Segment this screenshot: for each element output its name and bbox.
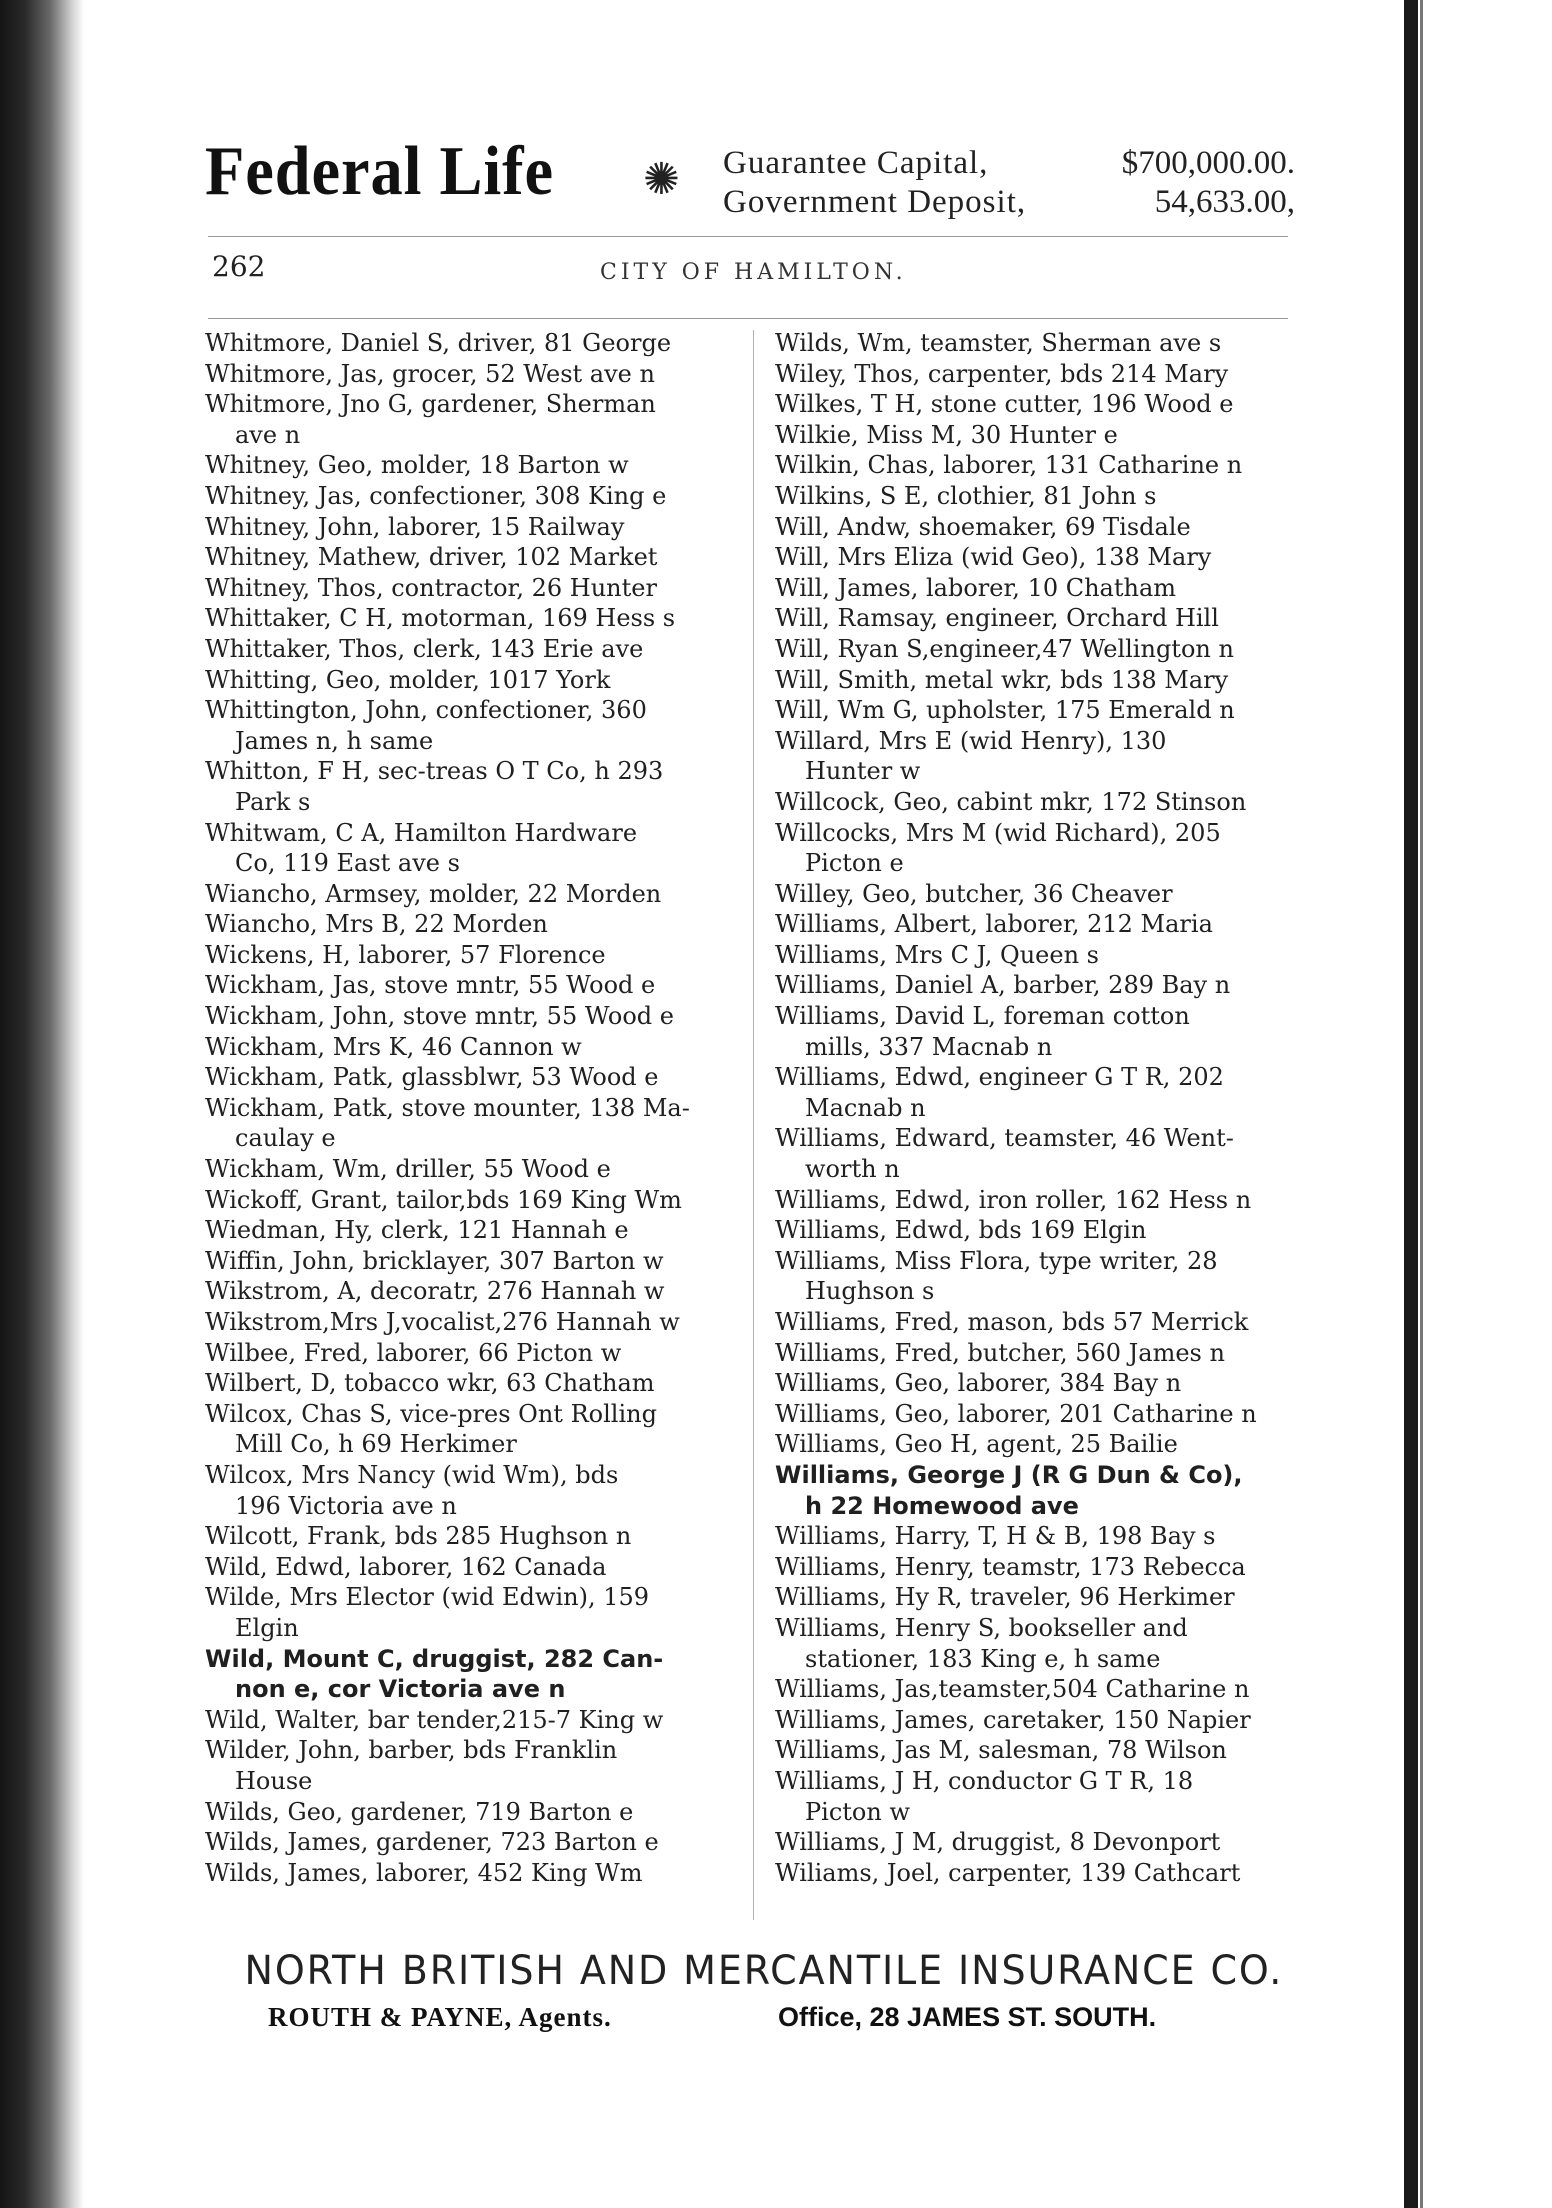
- entry-text: Wilds, Geo, gardener, 719 Barton e: [205, 1797, 634, 1826]
- entry-text: Wiliams, Joel, carpenter, 139 Cathcart: [775, 1858, 1241, 1887]
- directory-entry: [205, 1705, 730, 1736]
- entry-text: Williams, Fred, butcher, 560 James n: [775, 1338, 1225, 1367]
- footer-details: [268, 2002, 1268, 2033]
- directory-entry: [205, 1215, 730, 1246]
- entry-text: Wickham, Mrs K, 46 Cannon w: [205, 1032, 582, 1061]
- directory-entry: [205, 1154, 730, 1185]
- entry-text: Williams, Edward, teamster, 46 Went-: [775, 1124, 1234, 1153]
- directory-entry: [775, 1429, 1295, 1460]
- entry-continuation: ave n: [235, 420, 301, 449]
- directory-entry: [775, 940, 1295, 971]
- entry-text: Wilcox, Mrs Nancy (wid Wm), bds: [205, 1460, 619, 1489]
- entry-text: Williams, Fred, mason, bds 57 Merrick: [775, 1308, 1249, 1336]
- directory-entry: [205, 665, 730, 696]
- entry-text: Will, James, laborer, 10 Chatham: [775, 573, 1177, 602]
- entry-text: Williams, Edwd, bds 169 Elgin: [775, 1216, 1147, 1245]
- directory-entry: [775, 818, 1295, 879]
- footer-agents: ROUTH & PAYNE, Agents.: [268, 2002, 612, 2032]
- directory-entry: [775, 1582, 1295, 1613]
- directory-entry: [775, 1858, 1295, 1889]
- directory-entry: [775, 1552, 1295, 1583]
- entry-text: Wild, Edwd, laborer, 162 Canada: [205, 1552, 607, 1581]
- directory-entry: [205, 1797, 730, 1828]
- entry-continuation: worth n: [805, 1155, 900, 1184]
- directory-entry: [775, 1735, 1295, 1766]
- entry-text: Whitney, Thos, contractor, 26 Hunter: [205, 573, 657, 602]
- entry-text: Whittaker, C H, motorman, 169 Hess s: [205, 604, 676, 633]
- entry-text: Wilcott, Frank, bds 285 Hughson n: [205, 1522, 632, 1551]
- directory-entry: [775, 1705, 1295, 1736]
- entry-continuation: Hunter w: [805, 757, 921, 786]
- directory-entry: [205, 1062, 730, 1093]
- directory-entry: [205, 1644, 730, 1705]
- entry-text: Whittington, John, confectioner, 360: [205, 696, 647, 725]
- directory-entry: [775, 787, 1295, 818]
- directory-entry: [205, 1460, 730, 1521]
- entry-text: Wickham, Wm, driller, 55 Wood e: [205, 1155, 611, 1184]
- directory-entry: [775, 420, 1295, 451]
- entry-text: Willcocks, Mrs M (wid Richard), 205: [775, 818, 1221, 847]
- entry-text: Williams, Mrs C J, Queen s: [775, 940, 1099, 969]
- directory-entry: [775, 1460, 1295, 1521]
- entry-continuation: House: [235, 1766, 313, 1795]
- entry-text: Williams, Henry S, bookseller and: [775, 1613, 1188, 1642]
- directory-entry: [205, 573, 730, 604]
- directory-entry: [775, 512, 1295, 543]
- directory-entry: [205, 1338, 730, 1369]
- directory-entry: [775, 1674, 1295, 1705]
- entry-text: Wilbee, Fred, laborer, 66 Picton w: [205, 1338, 622, 1367]
- directory-entry: [775, 695, 1295, 726]
- title-rule: [208, 318, 1288, 319]
- entry-text: Williams, Henry, teamstr, 173 Rebecca: [775, 1552, 1246, 1581]
- entry-text: Wilbert, D, tobacco wkr, 63 Chatham: [205, 1369, 655, 1398]
- directory-entry: [775, 1215, 1295, 1246]
- directory-entry: [205, 1582, 730, 1643]
- entry-text: Wiley, Thos, carpenter, bds 214 Mary: [775, 359, 1229, 388]
- directory-entry: [205, 1001, 730, 1032]
- entry-text: Whittaker, Thos, clerk, 143 Erie ave: [205, 634, 644, 663]
- directory-entry: [775, 328, 1295, 359]
- entry-text: Wickham, Jas, stove mntr, 55 Wood e: [205, 971, 656, 1000]
- directory-entry: [205, 389, 730, 450]
- directory-entry: [205, 1827, 730, 1858]
- entry-text: Williams, Geo, laborer, 201 Catharine n: [775, 1399, 1257, 1428]
- directory-entry: [775, 1307, 1295, 1338]
- entry-text: Wiedman, Hy, clerk, 121 Hannah e: [205, 1216, 629, 1245]
- entry-text: Wild, Walter, bar tender,215-7 King w: [205, 1705, 664, 1734]
- deposit-label: Government Deposit,: [723, 184, 1027, 220]
- entry-text: Williams, George J (R G Dun & Co),: [775, 1460, 1243, 1489]
- entry-text: Wilkes, T H, stone cutter, 196 Wood e: [775, 390, 1234, 419]
- page-gutter-line: [1420, 0, 1423, 2208]
- directory-entry: [205, 1735, 730, 1796]
- entry-text: Willard, Mrs E (wid Henry), 130: [775, 726, 1167, 755]
- directory-entry: [205, 1399, 730, 1460]
- entry-text: Williams, J M, druggist, 8 Devonport: [775, 1828, 1221, 1857]
- entry-text: Wickham, John, stove mntr, 55 Wood e: [205, 1002, 674, 1031]
- directory-entry: [775, 879, 1295, 910]
- directory-entry: [775, 573, 1295, 604]
- directory-entry: [775, 359, 1295, 390]
- entry-text: Wiancho, Armsey, molder, 22 Morden: [205, 879, 662, 908]
- directory-entry: [775, 1368, 1295, 1399]
- capital-labels: [723, 144, 1026, 222]
- running-title: CITY OF HAMILTON.: [600, 260, 907, 285]
- left-column: [205, 328, 730, 1888]
- directory-entry: [205, 603, 730, 634]
- directory-entry: [775, 389, 1295, 420]
- entry-text: Wikstrom,Mrs J,vocalist,276 Hannah w: [205, 1308, 680, 1336]
- entry-text: Williams, James, caretaker, 150 Napier: [775, 1705, 1251, 1734]
- entry-continuation: Co, 119 East ave s: [235, 849, 460, 878]
- entry-text: Wilds, Wm, teamster, Sherman ave s: [775, 329, 1222, 357]
- entry-text: Wild, Mount C, druggist, 282 Can-: [205, 1644, 664, 1673]
- entry-text: Will, Andw, shoemaker, 69 Tisdale: [775, 512, 1191, 541]
- directory-entry: [775, 1123, 1295, 1184]
- directory-entry: [205, 1276, 730, 1307]
- directory-entry: [205, 756, 730, 817]
- entry-text: Whitney, John, laborer, 15 Railway: [205, 512, 625, 541]
- directory-entry: [775, 1001, 1295, 1062]
- ornament-icon: ✺: [643, 154, 680, 205]
- entry-continuation: h 22 Homewood ave: [805, 1491, 1079, 1520]
- directory-entry: [205, 512, 730, 543]
- entry-text: Whitting, Geo, molder, 1017 York: [205, 665, 611, 694]
- directory-entry: [205, 1368, 730, 1399]
- entry-continuation: Hughson s: [805, 1277, 935, 1306]
- entry-text: Whitney, Geo, molder, 18 Barton w: [205, 451, 629, 480]
- entry-continuation: stationer, 183 King e, h same: [805, 1644, 1161, 1673]
- entry-continuation: Park s: [235, 787, 311, 816]
- entry-text: Will, Ryan S,engineer,47 Wellington n: [775, 634, 1234, 663]
- entry-text: Whitwam, C A, Hamilton Hardware: [205, 818, 638, 847]
- directory-entry: [205, 1032, 730, 1063]
- directory-entry: [775, 1246, 1295, 1307]
- entry-continuation: Mill Co, h 69 Herkimer: [235, 1430, 517, 1459]
- entry-text: Wickens, H, laborer, 57 Florence: [205, 940, 606, 969]
- directory-entry: [775, 1185, 1295, 1216]
- directory-entry: [205, 1858, 730, 1889]
- right-column: [775, 328, 1295, 1888]
- entry-text: Williams, Harry, T, H & B, 198 Bay s: [775, 1522, 1216, 1551]
- entry-text: Wilkins, S E, clothier, 81 John s: [775, 481, 1157, 510]
- entry-text: Whitton, F H, sec-treas O T Co, h 293: [205, 757, 664, 786]
- directory-entry: [205, 818, 730, 879]
- entry-text: Wilkie, Miss M, 30 Hunter e: [775, 420, 1118, 449]
- entry-text: Williams, Jas,teamster,504 Catharine n: [775, 1675, 1250, 1704]
- entry-text: Williams, David L, foreman cotton: [775, 1002, 1190, 1031]
- entry-text: Will, Wm G, upholster, 175 Emerald n: [775, 696, 1235, 725]
- entry-text: Wikstrom, A, decoratr, 276 Hannah w: [205, 1277, 665, 1306]
- entry-text: Wilde, Mrs Elector (wid Edwin), 159: [205, 1583, 650, 1612]
- directory-entry: [205, 1185, 730, 1216]
- entry-text: Wilds, James, laborer, 452 King Wm: [205, 1858, 643, 1887]
- entry-text: Wilds, James, gardener, 723 Barton e: [205, 1828, 659, 1857]
- directory-entry: [775, 450, 1295, 481]
- entry-text: Wickham, Patk, stove mounter, 138 Ma-: [205, 1093, 690, 1122]
- directory-entry: [775, 1338, 1295, 1369]
- entry-text: Whitmore, Daniel S, driver, 81 George: [205, 329, 672, 357]
- directory-entry: [205, 879, 730, 910]
- directory-entry: [775, 970, 1295, 1001]
- footer-office: Office, 28 JAMES ST. SOUTH.: [778, 2002, 1157, 2032]
- directory-entry: [775, 1399, 1295, 1430]
- entry-text: Will, Mrs Eliza (wid Geo), 138 Mary: [775, 543, 1212, 572]
- footer-company: NORTH BRITISH AND MERCANTILE INSURANCE CO.: [244, 1948, 1284, 1994]
- entry-text: Williams, Miss Flora, type writer, 28: [775, 1246, 1218, 1275]
- directory-entry: [775, 1613, 1295, 1674]
- entry-text: Will, Smith, metal wkr, bds 138 Mary: [775, 665, 1229, 694]
- entry-text: Williams, Hy R, traveler, 96 Herkimer: [775, 1583, 1235, 1612]
- header-advertisement: [205, 132, 1295, 232]
- entry-text: Wiffin, John, bricklayer, 307 Barton w: [205, 1246, 664, 1275]
- directory-entry: [775, 1766, 1295, 1827]
- page-gutter-bar: [1404, 0, 1418, 2208]
- deposit-value: 54,633.00,: [1154, 184, 1295, 220]
- page-binding-shadow: [0, 0, 84, 2208]
- directory-entry: [205, 970, 730, 1001]
- entry-continuation: James n, h same: [235, 726, 434, 755]
- directory-entry: [205, 940, 730, 971]
- directory-entry: [775, 1827, 1295, 1858]
- entry-text: Willcock, Geo, cabint mkr, 172 Stinson: [775, 787, 1247, 816]
- directory-entry: [775, 634, 1295, 665]
- entry-text: Wickoff, Grant, tailor,bds 169 King Wm: [205, 1185, 682, 1214]
- directory-entry: [205, 450, 730, 481]
- entry-text: Willey, Geo, butcher, 36 Cheaver: [775, 879, 1173, 908]
- directory-entry: [205, 1552, 730, 1583]
- entry-continuation: non e, cor Victoria ave n: [235, 1675, 566, 1704]
- entry-text: Whitmore, Jas, grocer, 52 West ave n: [205, 359, 655, 388]
- directory-entry: [205, 634, 730, 665]
- directory-entry: [775, 603, 1295, 634]
- entry-text: Will, Ramsay, engineer, Orchard Hill: [775, 604, 1219, 633]
- directory-entry: [775, 665, 1295, 696]
- directory-entry: [775, 1062, 1295, 1123]
- entry-text: Wiancho, Mrs B, 22 Morden: [205, 910, 548, 939]
- entry-continuation: 196 Victoria ave n: [235, 1491, 457, 1520]
- entry-text: Wilcox, Chas S, vice-pres Ont Rolling: [205, 1399, 657, 1428]
- directory-entry: [205, 542, 730, 573]
- entry-text: Wilkin, Chas, laborer, 131 Catharine n: [775, 451, 1243, 480]
- directory-entry: [205, 1307, 730, 1338]
- directory-entry: [205, 1521, 730, 1552]
- entry-text: Williams, Geo H, agent, 25 Bailie: [775, 1430, 1178, 1459]
- entry-text: Williams, Daniel A, barber, 289 Bay n: [775, 971, 1231, 1000]
- entry-text: Williams, Edwd, iron roller, 162 Hess n: [775, 1185, 1252, 1214]
- entry-text: Whitney, Mathew, driver, 102 Market: [205, 543, 658, 572]
- entry-text: Wickham, Patk, glassblwr, 53 Wood e: [205, 1063, 659, 1092]
- directory-entry: [205, 481, 730, 512]
- brand-title: Federal Life: [205, 133, 555, 210]
- entry-text: Wilder, John, barber, bds Franklin: [205, 1736, 618, 1765]
- directory-entry: [775, 542, 1295, 573]
- capital-value: $700,000.00.: [1121, 145, 1295, 181]
- entry-continuation: mills, 337 Macnab n: [805, 1032, 1053, 1061]
- directory-entry: [775, 909, 1295, 940]
- entry-text: Williams, Albert, laborer, 212 Maria: [775, 910, 1213, 939]
- entry-text: Williams, J H, conductor G T R, 18: [775, 1766, 1194, 1795]
- directory-entry: [775, 481, 1295, 512]
- capital-label: Guarantee Capital,: [723, 145, 989, 181]
- entry-text: Williams, Edwd, engineer G T R, 202: [775, 1063, 1224, 1092]
- entry-continuation: Picton e: [805, 849, 904, 878]
- entry-continuation: Picton w: [805, 1797, 910, 1826]
- entry-text: Williams, Jas M, salesman, 78 Wilson: [775, 1736, 1227, 1765]
- directory-entry: [775, 1521, 1295, 1552]
- entry-continuation: Macnab n: [805, 1093, 926, 1122]
- directory-entry: [205, 1093, 730, 1154]
- directory-entry: [205, 359, 730, 390]
- directory-entry: [775, 726, 1295, 787]
- entry-text: Williams, Geo, laborer, 384 Bay n: [775, 1369, 1182, 1398]
- directory-entry: [205, 328, 730, 359]
- entry-text: Whitney, Jas, confectioner, 308 King e: [205, 481, 667, 510]
- page-number: 262: [212, 250, 266, 283]
- column-divider: [753, 330, 754, 1920]
- entry-continuation: Elgin: [235, 1613, 299, 1642]
- directory-entry: [205, 1246, 730, 1277]
- header-rule: [208, 236, 1288, 237]
- capital-values: [1087, 144, 1295, 222]
- entry-continuation: caulay e: [235, 1124, 336, 1153]
- directory-entry: [205, 909, 730, 940]
- directory-entry: [205, 695, 730, 756]
- entry-text: Whitmore, Jno G, gardener, Sherman: [205, 390, 656, 419]
